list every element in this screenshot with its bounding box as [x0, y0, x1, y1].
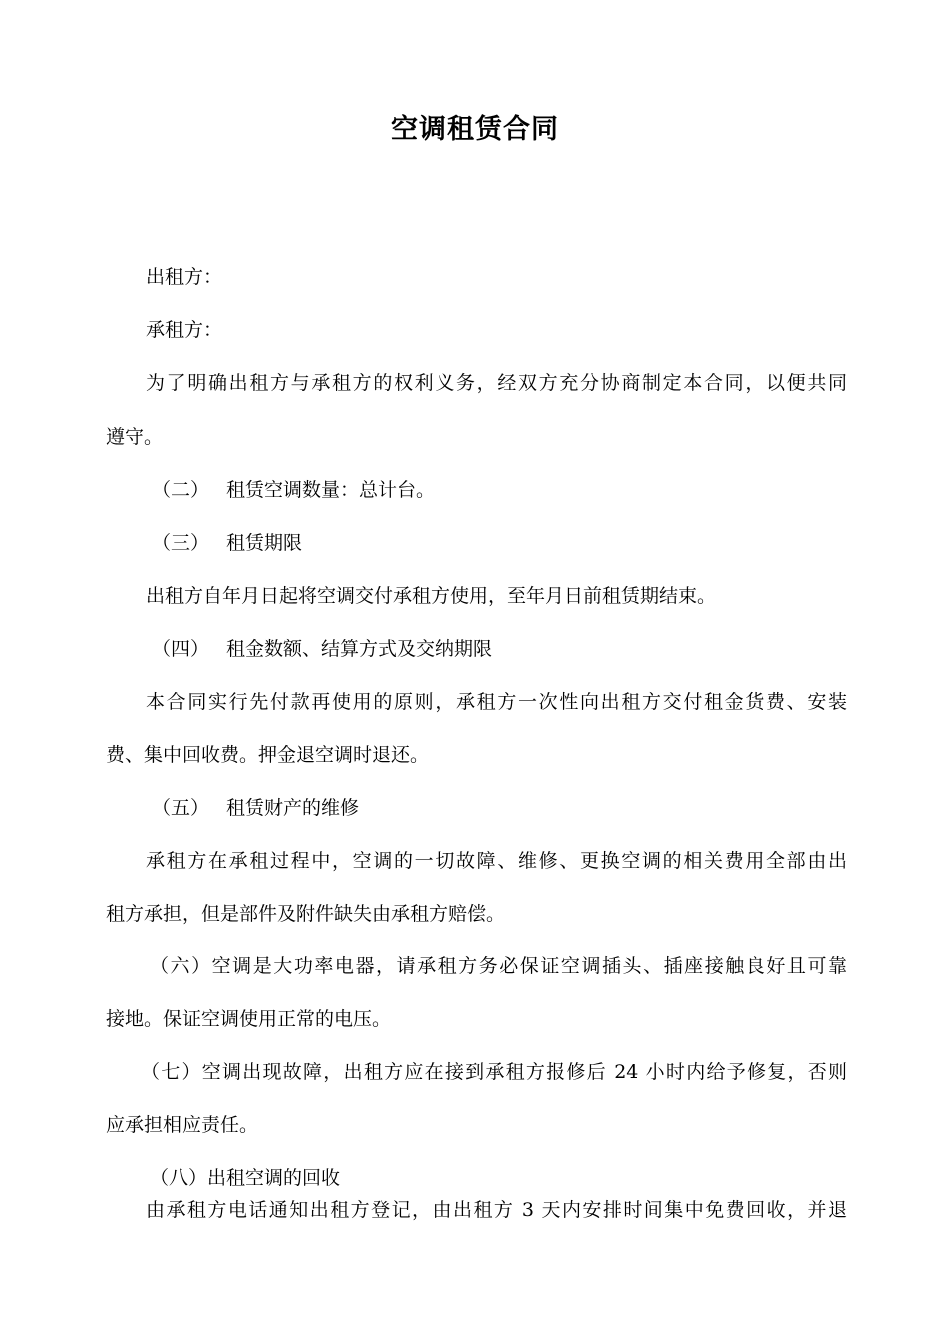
clause-5 [152, 795, 359, 821]
clause-4 [152, 636, 492, 662]
clause-7-line-1: （七）空调出现故障，出租方应在接到承租方报修后 24 小时内给予修复，否则 [141, 1061, 847, 1083]
clause-3-body: 出租方自年月日起将空调交付承租方使用，至年月日前租赁期结束。 [146, 585, 717, 607]
clause-7-line-2: 应承担相应责任。 [106, 1114, 259, 1136]
clause-3 [152, 530, 302, 556]
clause-2-text: 租赁空调数量：总计台。 [226, 479, 436, 501]
document-title: 空调租赁合同 [391, 114, 559, 145]
clause-4-number: （四） [152, 638, 210, 660]
clause-4-body-line-1: 本合同实行先付款再使用的原则，承租方一次性向出租方交付租金货费、安装 [146, 691, 847, 713]
lessee-label: 承租方： [146, 319, 223, 341]
clause-3-number: （三） [152, 532, 210, 554]
clause-5-body-line-2: 租方承担，但是部件及附件缺失由承租方赔偿。 [106, 903, 506, 925]
clause-6-line-2: 接地。保证空调使用正常的电压。 [106, 1008, 392, 1030]
clause-5-number: （五） [152, 797, 210, 819]
lessor-label: 出租方： [146, 266, 223, 288]
clause-8-line-1: 由承租方电话通知出租方登记，由出租方 3 天内安排时间集中免费回收，并退 [146, 1199, 847, 1221]
clause-5-body-line-1: 承租方在承租过程中，空调的一切故障、维修、更换空调的相关费用全部由出 [146, 850, 847, 872]
clause-8-heading: （八）出租空调的回收 [150, 1167, 341, 1189]
clause-6-line-1: （六）空调是大功率电器，请承租方务必保证空调插头、插座接触良好且可靠 [150, 955, 847, 977]
clause-2 [152, 477, 435, 503]
clause-4-body-line-2: 费、集中回收费。押金退空调时退还。 [106, 744, 430, 766]
intro-line-1: 为了明确出租方与承租方的权利义务，经双方充分协商制定本合同，以便共同 [146, 372, 847, 394]
clause-5-text: 租赁财产的维修 [226, 797, 360, 819]
clause-2-number: （二） [152, 479, 210, 501]
clause-4-text: 租金数额、结算方式及交纳期限 [226, 638, 493, 660]
clause-3-text: 租赁期限 [226, 532, 303, 554]
intro-line-2: 遵守。 [106, 426, 164, 448]
